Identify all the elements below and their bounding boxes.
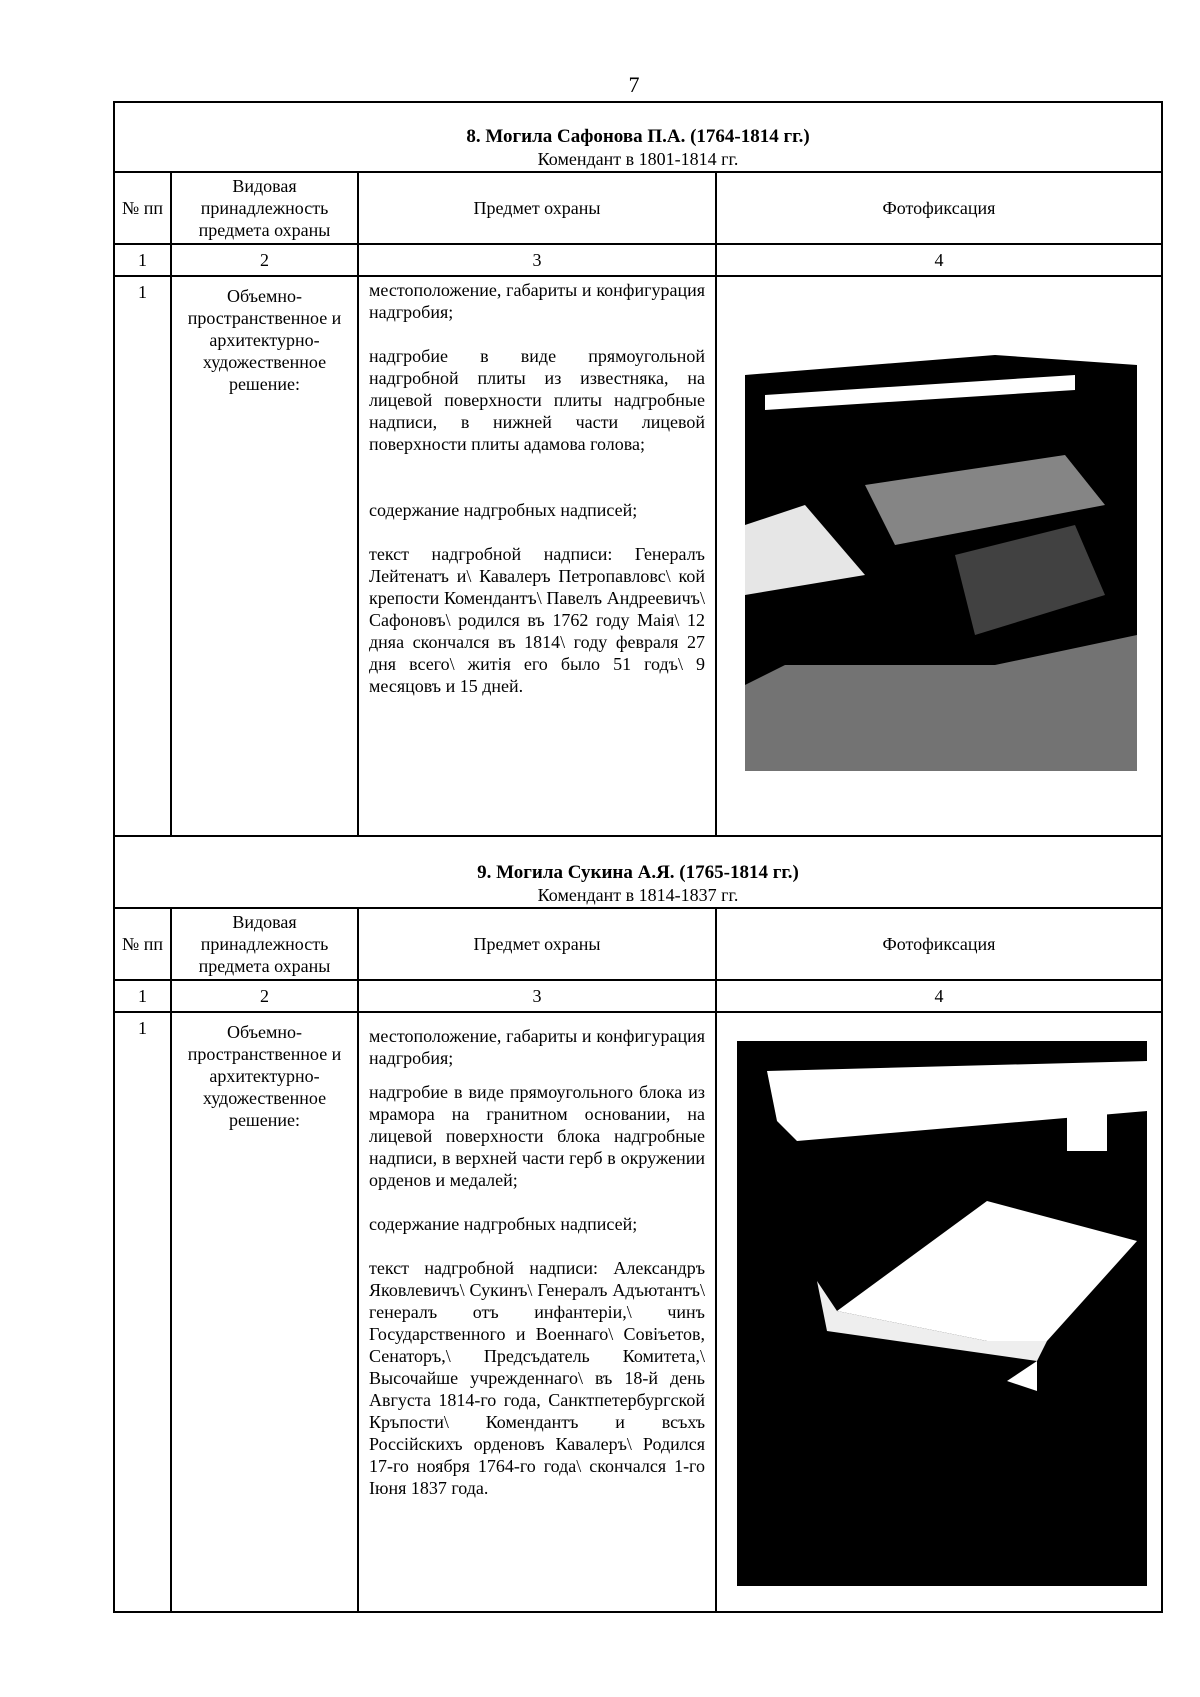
col-number: 3 bbox=[358, 980, 716, 1012]
page-number: 7 bbox=[628, 72, 640, 97]
subject-paragraph: текст надгробной надписи: Генералъ Лейтенатъ и\ Кавалеръ Петропавловс\ кой крепости Комендантъ\ Павелъ Андреевичъ\ Сафоновъ\ родился въ 1762 году Маія\ 12 дняа скончался въ 1814\ году февраля 27 дня всего\ житія его было 51 годъ\ 9 месяцовъ и 15 дней. bbox=[369, 544, 705, 696]
section-title-cell bbox=[114, 102, 1162, 172]
col-number: 1 bbox=[114, 244, 171, 276]
section-title-cell bbox=[114, 836, 1162, 908]
header-num: № пп bbox=[114, 172, 171, 244]
photo-cell bbox=[716, 276, 1162, 836]
section-subtitle: Комендант в 1801-1814 гг. bbox=[537, 149, 739, 169]
subject-paragraph: местоположение, габариты и конфигурация надгробия; bbox=[369, 1026, 705, 1068]
header-subject: Предмет охраны bbox=[358, 908, 716, 980]
monuments-table bbox=[113, 101, 1163, 1613]
header-num: № пп bbox=[114, 908, 171, 980]
col-number: 1 bbox=[114, 980, 171, 1012]
header-subject: Предмет охраны bbox=[358, 172, 716, 244]
header-type: Видовая принадлежность предмета охраны bbox=[171, 172, 358, 244]
col-number: 4 bbox=[716, 244, 1162, 276]
photo-cell bbox=[716, 1012, 1162, 1612]
section-title: 8. Могила Сафонова П.А. (1764-1814 гг.) bbox=[466, 126, 810, 147]
col-number: 2 bbox=[171, 244, 358, 276]
protection-type: Объемно-пространственное и архитектурно-художественное решение: bbox=[171, 276, 358, 836]
protection-type: Объемно-пространственное и архитектурно-художественное решение: bbox=[171, 1012, 358, 1612]
gravestone-photo bbox=[745, 335, 1137, 771]
protection-subject bbox=[358, 1012, 716, 1612]
protection-subject bbox=[358, 276, 716, 836]
subject-paragraph: текст надгробной надписи: Александръ Яковлевичъ\ Сукинъ\ Генералъ Адъютантъ\ генералъ отъ инфантеріи,\ чинъ Государственного и Военнаго\ Совіъетов, Сенаторъ,\ Предсъдатель Комитета,\ Высочайше учрежденнаго\ въ 18-й день Августа 1814-го года, Санктпетербургской Кръпости\ Комендантъ и всъхъ Россійскихъ орденовъ Кавалеръ\ Родился 17-го ноября 1764-го года\ скончался 1-го Іюня 1837 года. bbox=[369, 1258, 705, 1498]
gravestone-photo bbox=[737, 1041, 1147, 1586]
col-number: 4 bbox=[716, 980, 1162, 1012]
section-title: 9. Могила Сукина А.Я. (1765-1814 гг.) bbox=[477, 862, 799, 883]
subject-paragraph: содержание надгробных надписей; bbox=[369, 500, 638, 520]
subject-paragraph: местоположение, габариты и конфигурация надгробия; bbox=[369, 280, 705, 322]
section-subtitle: Комендант в 1814-1837 гг. bbox=[537, 885, 739, 905]
subject-paragraph: надгробие в виде прямоугольного блока из мрамора на гранитном основании, на лицевой поверхности блока надгробные надписи, в верхней части герб в окружении орденов и медалей; bbox=[369, 1082, 705, 1190]
col-number: 2 bbox=[171, 980, 358, 1012]
header-photo: Фотофиксация bbox=[716, 172, 1162, 244]
row-number: 1 bbox=[114, 276, 171, 836]
row-number: 1 bbox=[114, 1012, 171, 1612]
subject-paragraph: надгробие в виде прямоугольной надгробной плиты из известняка, на лицевой поверхности плиты надгробные надписи, в нижней части лицевой поверхности плиты адамова голова; bbox=[369, 346, 705, 454]
header-type: Видовая принадлежность предмета охраны bbox=[171, 908, 358, 980]
subject-paragraph: содержание надгробных надписей; bbox=[369, 1214, 638, 1234]
header-photo: Фотофиксация bbox=[716, 908, 1162, 980]
col-number: 3 bbox=[358, 244, 716, 276]
